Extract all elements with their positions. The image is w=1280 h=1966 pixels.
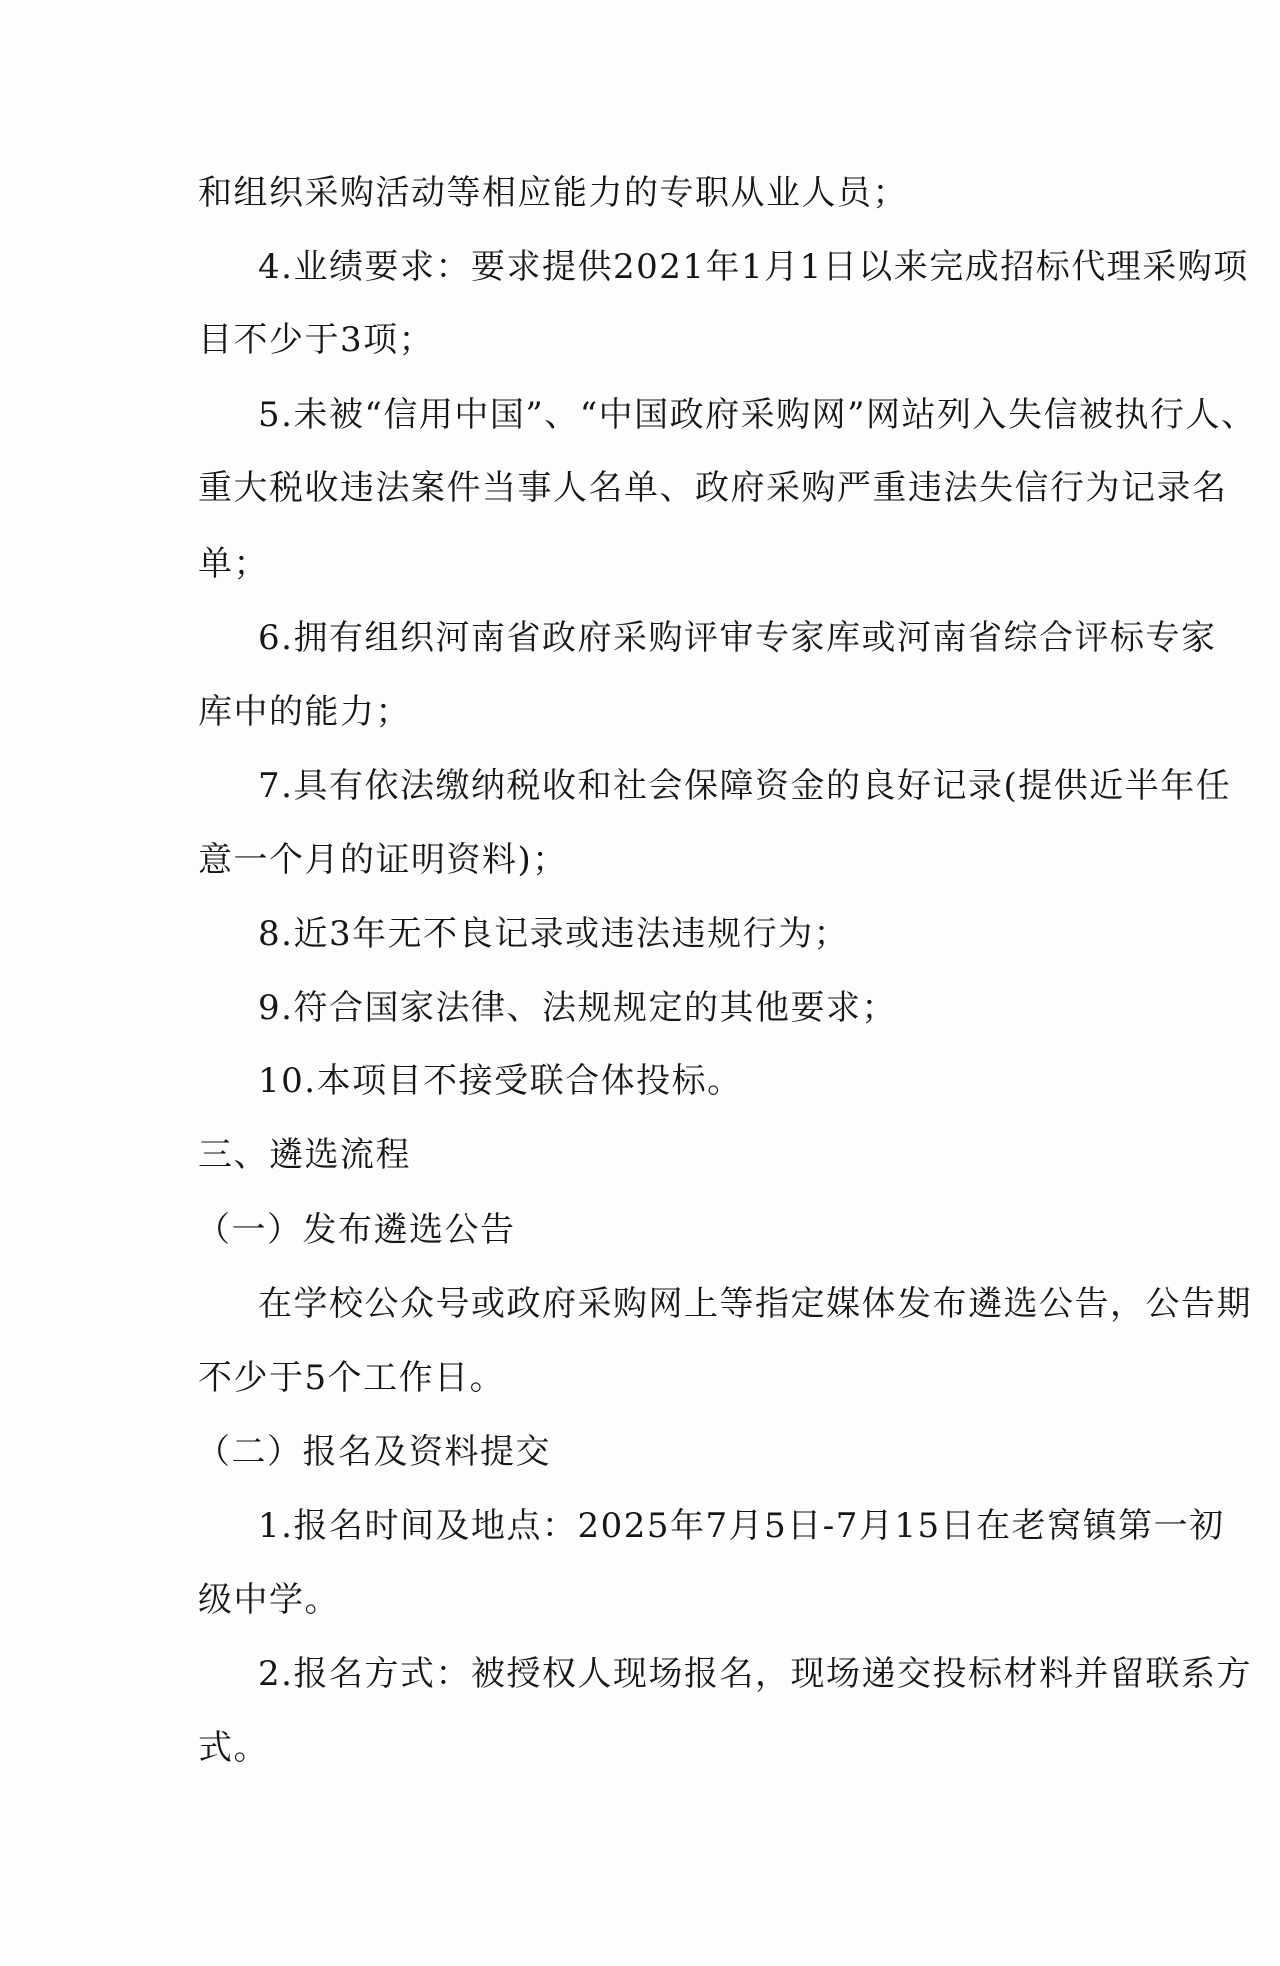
text-line: 在学校公众号或政府采购网上等指定媒体发布遴选公告，公告期 xyxy=(258,1284,1252,1324)
text-line: 10.本项目不接受联合体投标。 xyxy=(258,1061,743,1101)
text-line: 5.未被“信用中国”、“中国政府采购网”网站列入失信被执行人、 xyxy=(258,395,1257,435)
text-line: 6.拥有组织河南省政府采购评审专家库或河南省综合评标专家 xyxy=(258,618,1217,658)
text-line: 7.具有依法缴纳税收和社会保障资金的良好记录(提供近半年任 xyxy=(258,766,1232,806)
subsection-heading: （一）发布遴选公告 xyxy=(196,1210,516,1250)
text-line: 单； xyxy=(198,544,269,584)
text-line: 不少于5个工作日。 xyxy=(198,1358,506,1398)
section-heading: 三、遴选流程 xyxy=(198,1135,411,1175)
text-line: 4.业绩要求：要求提供2021年1月1日以来完成招标代理采购项 xyxy=(258,247,1249,287)
text-line: 重大税收违法案件当事人名单、政府采购严重违法失信行为记录名 xyxy=(198,468,1228,508)
text-line: 和组织采购活动等相应能力的专职从业人员； xyxy=(198,173,908,213)
text-line: 8.近3年无不良记录或违法违规行为； xyxy=(258,914,850,954)
text-line: 式。 xyxy=(198,1728,269,1768)
text-line: 9.符合国家法律、法规规定的其他要求； xyxy=(258,988,897,1028)
text-line: 目不少于3项； xyxy=(198,320,435,360)
text-line: 1.报名时间及地点：2025年7月5日-7月15日在老窝镇第一初 xyxy=(258,1506,1225,1546)
text-line: 意一个月的证明资料)； xyxy=(198,840,568,880)
text-line: 级中学。 xyxy=(198,1580,340,1620)
subsection-heading: （二）报名及资料提交 xyxy=(196,1432,551,1472)
text-line: 库中的能力； xyxy=(198,692,411,732)
text-line: 2.报名方式：被授权人现场报名，现场递交投标材料并留联系方 xyxy=(258,1654,1252,1694)
